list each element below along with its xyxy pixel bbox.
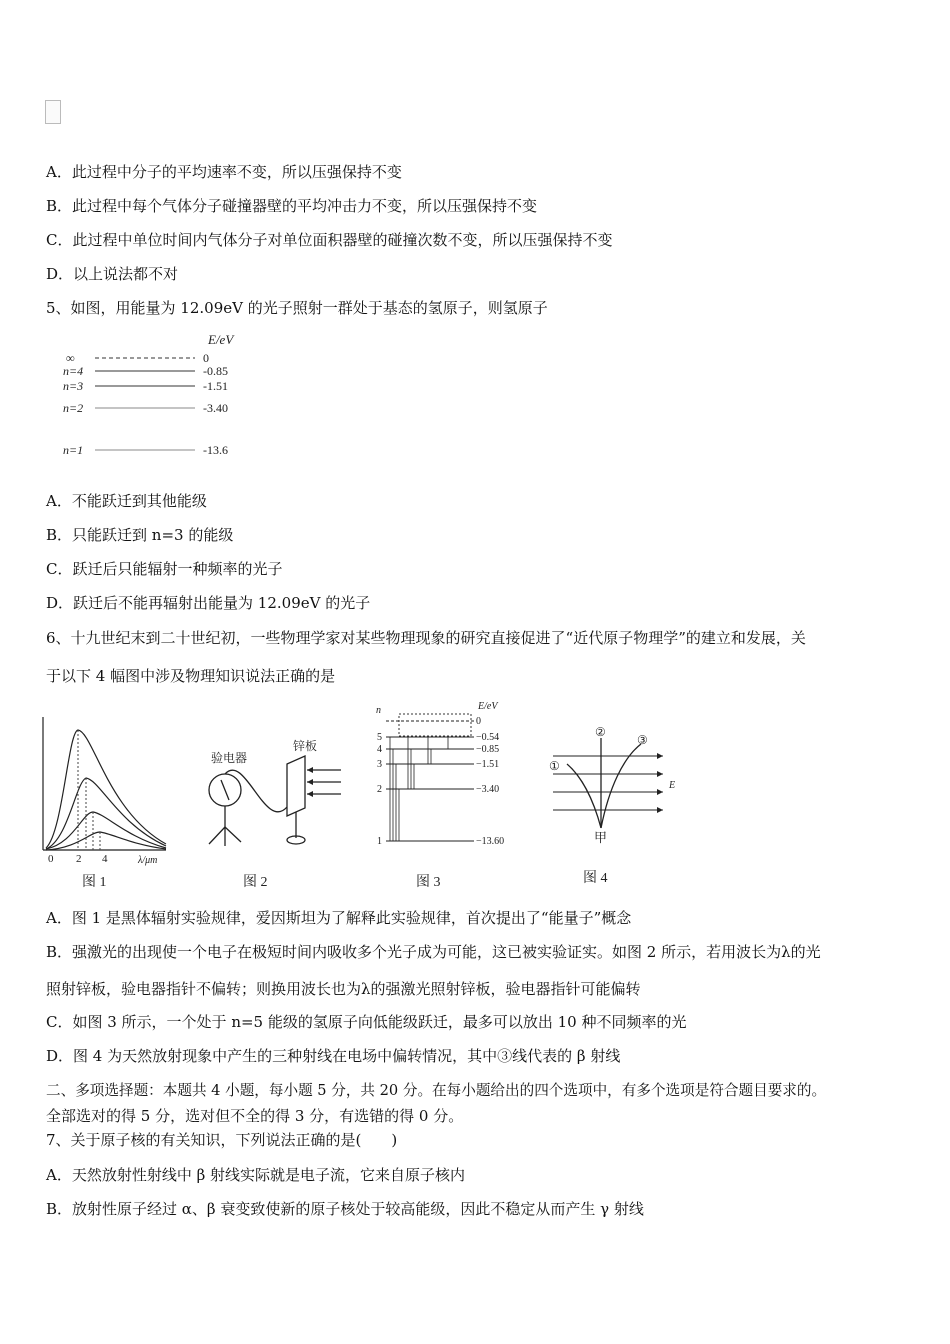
q6-option-a: A．图 1 是黑体辐射实验规律，爱因斯坦为了解释此实验规律，首次提出了“能量子”概念 bbox=[46, 909, 632, 927]
fig4-ray2-label: ② bbox=[595, 725, 606, 739]
q6-option-d: D．图 4 为天然放射现象中产生的三种射线在电场中偏转情况，其中③线代表的 β 射线 bbox=[46, 1047, 621, 1065]
q6-stem-line1: 6、十九世纪末到二十世纪初，一些物理学家对某些物理现象的研究直接促进了“近代原子物理学”的建立和发展，关 bbox=[46, 629, 806, 647]
fig4-arrowhead bbox=[657, 753, 663, 759]
fig4-caption: 图 4 bbox=[583, 871, 608, 886]
fig3-e-value: 0 bbox=[476, 716, 481, 727]
q7-option-a: A．天然放射性射线中 β 射线实际就是电子流，它来自原子核内 bbox=[46, 1166, 466, 1184]
q5-e-value: 0 bbox=[203, 351, 209, 365]
fig2-arrowhead bbox=[307, 779, 313, 785]
q5-option-a: A．不能跃迁到其他能级 bbox=[46, 492, 207, 510]
fig3-n-value: 1 bbox=[377, 836, 382, 847]
fig1-curve bbox=[46, 812, 166, 849]
fig2-arrowhead bbox=[307, 767, 313, 773]
q5-option-c: C．跃迁后只能辐射一种频率的光子 bbox=[46, 560, 283, 578]
fig3-n-value: 2 bbox=[377, 784, 382, 795]
fig4-ray1-label: ① bbox=[549, 759, 560, 773]
q4-option-c: C．此过程中单位时间内气体分子对单位面积器壁的碰撞次数不变，所以压强保持不变 bbox=[46, 231, 613, 249]
q7-stem: 7、关于原子核的有关知识，下列说法正确的是( ) bbox=[46, 1131, 398, 1149]
fig1-curve bbox=[46, 730, 166, 848]
section2-header-line1: 二、多项选择题：本题共 4 小题，每小题 5 分，共 20 分。在每小题给出的四个选项中，有多个选项是符合题目要求的。 bbox=[46, 1082, 827, 1099]
fig1-tick: 2 bbox=[76, 853, 82, 865]
fig1-tick: 0 bbox=[48, 853, 54, 865]
fig4-source-label: 甲 bbox=[594, 830, 608, 845]
figure-3-energy-levels bbox=[370, 700, 530, 892]
q5-e-value: -1.51 bbox=[203, 379, 228, 393]
fig3-caption: 图 3 bbox=[416, 875, 441, 890]
q4-option-d: D．以上说法都不对 bbox=[46, 265, 179, 283]
fig3-n-axis: n bbox=[376, 705, 381, 716]
fig2-caption: 图 2 bbox=[243, 875, 268, 890]
fig1-x-label: λ/μm bbox=[138, 855, 158, 866]
fig4-arrowhead bbox=[657, 807, 663, 813]
fig3-e-value: −3.40 bbox=[476, 784, 500, 795]
fig2-zinc-plate bbox=[287, 756, 305, 816]
fig1-caption: 图 1 bbox=[82, 875, 107, 890]
q6-stem-line2: 于以下 4 幅图中涉及物理知识说法正确的是 bbox=[46, 667, 336, 685]
q4-option-b: B．此过程中每个气体分子碰撞器壁的平均冲击力不变，所以压强保持不变 bbox=[46, 197, 538, 215]
q5-n-label: ∞ bbox=[66, 351, 75, 365]
q4-option-a: A．此过程中分子的平均速率不变，所以压强保持不变 bbox=[46, 163, 402, 181]
fig4-ray3-label: ③ bbox=[637, 733, 648, 747]
fig4-field-label: E bbox=[669, 780, 676, 791]
fig2-arrowhead bbox=[307, 791, 313, 797]
fig3-e-value: −0.85 bbox=[476, 744, 500, 755]
q5-n-label: n=3 bbox=[63, 379, 84, 393]
fig2-zinc-label: 锌板 bbox=[293, 739, 318, 753]
q5-n-label: n=2 bbox=[63, 401, 84, 415]
q5-n-label: n=1 bbox=[63, 443, 84, 457]
fig3-e-value: −13.60 bbox=[476, 836, 505, 847]
q5-energy-level-diagram bbox=[58, 330, 258, 465]
q6-option-b-line2: 照射锌板，验电器指针不偏转；则换用波长也为λ的强激光照射锌板，验电器指针可能偏转 bbox=[46, 980, 641, 998]
q6-option-c: C．如图 3 所示，一个处于 n=5 能级的氢原子向低能级跃迁，最多可以放出 10 种不同频率的光 bbox=[46, 1013, 687, 1031]
figure-1-blackbody bbox=[38, 712, 173, 892]
q7-option-b: B．放射性原子经过 α、β 衰变致使新的原子核处于较高能级，因此不稳定从而产生 γ 射线 bbox=[46, 1200, 644, 1218]
fig4-arrowhead bbox=[657, 771, 663, 777]
fig4-ray-3 bbox=[601, 744, 641, 828]
q5-stem: 5、如图，用能量为 12.09eV 的光子照射一群处于基态的氢原子，则氢原子 bbox=[46, 299, 548, 317]
q5-option-b: B．只能跃迁到 n=3 的能级 bbox=[46, 526, 234, 544]
q5-option-d: D．跃迁后不能再辐射出能量为 12.09eV 的光子 bbox=[46, 594, 371, 612]
section2-header-line2: 全部选对的得 5 分，选对但不全的得 3 分，有选错的得 0 分。 bbox=[46, 1107, 464, 1125]
figure-4-radiation-field bbox=[545, 718, 685, 892]
q5-e-value: -3.40 bbox=[203, 401, 228, 415]
fig3-n-value: 3 bbox=[377, 759, 382, 770]
fig3-n-value: 4 bbox=[377, 744, 382, 755]
fig3-e-value: −1.51 bbox=[476, 759, 500, 770]
fig3-e-value: −0.54 bbox=[476, 732, 500, 743]
fig3-n-value: 5 bbox=[377, 732, 382, 743]
fig2-tripod bbox=[209, 827, 241, 846]
fig4-arrowhead bbox=[657, 789, 663, 795]
q5-n-label: n=4 bbox=[63, 364, 84, 378]
fig2-electroscope-label: 验电器 bbox=[211, 751, 248, 765]
q5-e-value: -0.85 bbox=[203, 364, 228, 378]
q5-e-value: -13.6 bbox=[203, 443, 228, 457]
q6-option-b-line1: B．强激光的出现使一个电子在极短时间内吸收多个光子成为可能，这已被实验证实。如图 2 所示，若用波长为λ的光 bbox=[46, 943, 821, 961]
fig3-e-axis: E/eV bbox=[478, 701, 498, 712]
broken-image-icon bbox=[45, 100, 61, 124]
figure-2-electroscope bbox=[195, 712, 350, 892]
fig3-dashed-box bbox=[399, 714, 471, 736]
fig2-needle bbox=[221, 780, 229, 800]
q5-axis-label: E/eV bbox=[208, 332, 234, 347]
fig1-tick: 4 bbox=[102, 853, 108, 865]
